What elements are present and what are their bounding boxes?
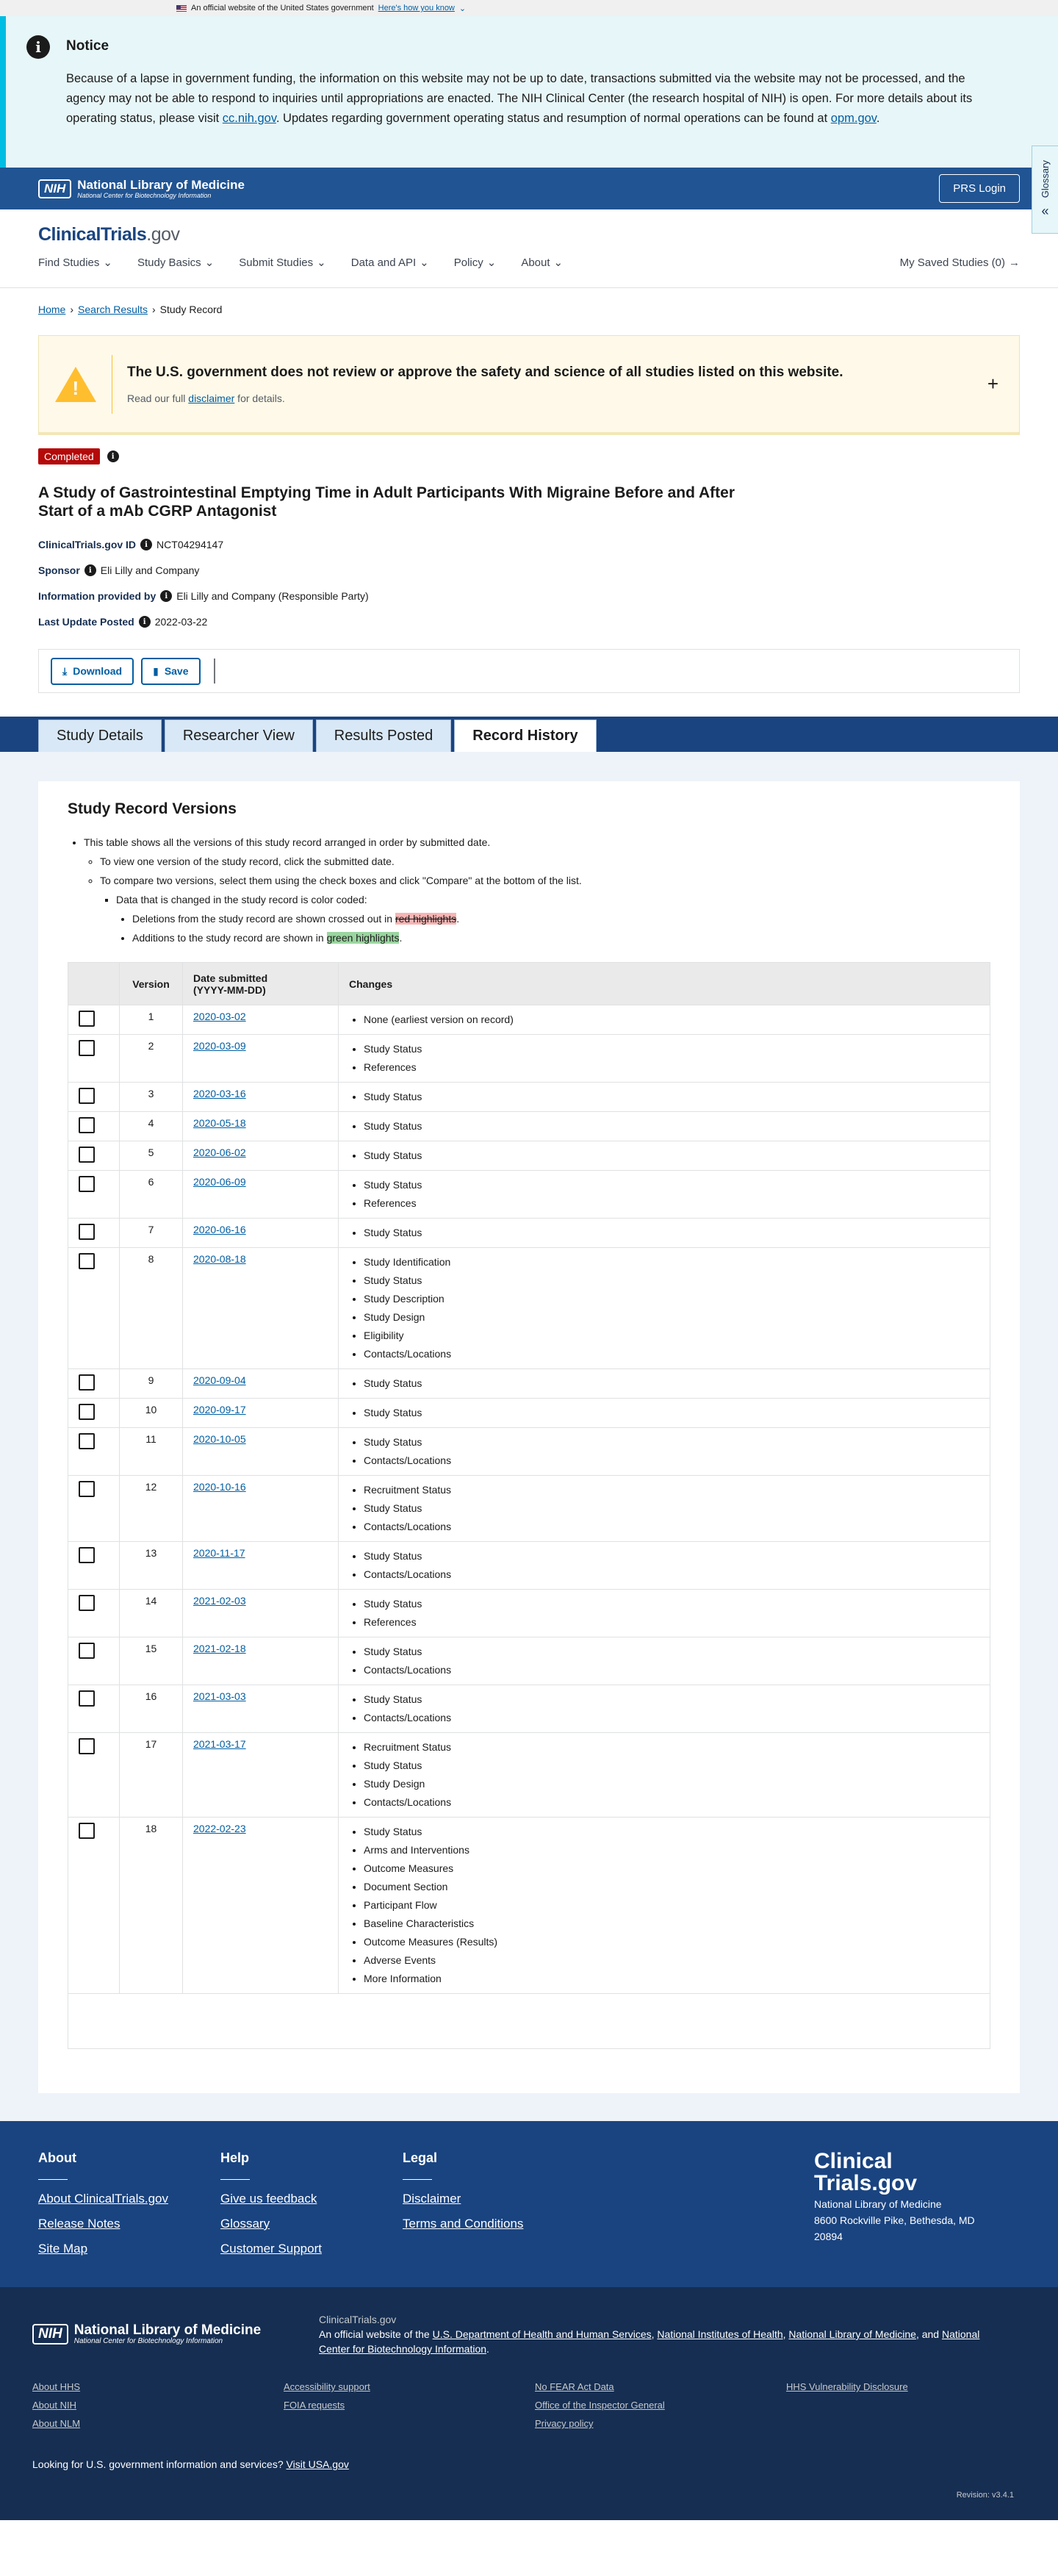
- change-item: • Study Status: [364, 1547, 979, 1565]
- version-checkbox[interactable]: [79, 1011, 95, 1027]
- table-row: [68, 1369, 990, 1399]
- version-date-link[interactable]: 2020-11-17: [193, 1547, 245, 1559]
- change-item: • Recruitment Status: [364, 1481, 979, 1499]
- changes-list: [349, 1253, 979, 1363]
- breadcrumb-home[interactable]: Home: [38, 304, 66, 315]
- footer-link[interactable]: FOIA requests: [284, 2400, 345, 2411]
- sponsor-label: Sponsor: [38, 564, 80, 576]
- change-item: • Contacts/Locations: [364, 1793, 979, 1812]
- version-number: 16: [120, 1685, 183, 1733]
- footer-help-title: Help: [220, 2150, 250, 2165]
- record-history-card: [38, 781, 1020, 2093]
- col-changes: Changes: [339, 963, 990, 1005]
- nav-policy[interactable]: Policy ⌄: [453, 256, 497, 269]
- chevron-down-icon: ⌄: [103, 256, 112, 269]
- last-update-value: 2022-03-22: [154, 616, 208, 628]
- table-row: [68, 1428, 990, 1476]
- change-item: • References: [364, 1613, 979, 1632]
- table-row: [68, 1399, 990, 1428]
- footer-legal: [403, 2150, 585, 2258]
- legend-item: ◦ To compare two versions, select them using the check boxes and click "Compare" at the bottom of the list.: [100, 871, 990, 890]
- download-icon: ⤓: [62, 664, 68, 677]
- info-icon[interactable]: i: [107, 451, 119, 462]
- opm-link[interactable]: opm.gov: [830, 112, 877, 125]
- ncbi-link[interactable]: National Center for Biotechnology Information: [319, 2328, 980, 2355]
- changes-list: [349, 1176, 979, 1213]
- revision-label: Revision: v3.4.1: [956, 2491, 1014, 2500]
- change-item: • None (earliest version on record): [364, 1011, 979, 1029]
- footer-about: [38, 2150, 220, 2258]
- changes-list: [349, 1595, 979, 1632]
- nav-about[interactable]: About ⌄: [521, 256, 564, 269]
- info-provided-label: Information provided by: [38, 590, 156, 602]
- sponsor-value: Eli Lilly and Company: [100, 564, 200, 576]
- change-item: • Study Description: [364, 1290, 979, 1308]
- footer-brand: [814, 2150, 1020, 2258]
- change-item: • Study Design: [364, 1308, 979, 1327]
- footer-link[interactable]: Site Map: [38, 2242, 88, 2256]
- nih-badge: NIH: [38, 179, 71, 198]
- tab-results-posted[interactable]: Results Posted: [316, 720, 452, 752]
- footer-top: [0, 2121, 1058, 2287]
- version-date-link[interactable]: 2020-06-16: [193, 1224, 246, 1235]
- version-number: 15: [120, 1637, 183, 1685]
- arrow-right-icon: →: [1009, 256, 1020, 269]
- change-item: • References: [364, 1058, 979, 1077]
- footer-link[interactable]: Terms and Conditions: [403, 2217, 524, 2231]
- version-date-link[interactable]: 2021-02-03: [193, 1595, 246, 1607]
- change-item: • Study Identification: [364, 1253, 979, 1271]
- footer-link[interactable]: HHS Vulnerability Disclosure: [786, 2381, 908, 2392]
- changes-list: [349, 1643, 979, 1679]
- change-item: • Recruitment Status: [364, 1738, 979, 1757]
- version-checkbox[interactable]: [79, 1481, 95, 1497]
- chevron-down-icon: ⌄: [317, 256, 326, 269]
- usa-gov-line: Looking for U.S. government information and services? Visit USA.gov: [32, 2458, 349, 2470]
- chevron-down-icon: ⌄: [486, 256, 497, 269]
- download-button[interactable]: ⤓ Download: [51, 658, 134, 685]
- info-icon[interactable]: i: [139, 616, 151, 628]
- glossary-tab[interactable]: [1032, 146, 1058, 234]
- chevron-down-icon: ⌄: [204, 256, 215, 269]
- breadcrumb-current: Study Record: [159, 304, 223, 315]
- version-date-link[interactable]: 2020-09-04: [193, 1374, 246, 1386]
- version-date-link[interactable]: 2022-02-23: [193, 1823, 246, 1834]
- changes-list: [349, 1088, 979, 1106]
- chevron-down-icon: ⌄: [553, 256, 564, 269]
- version-date-link[interactable]: 2020-08-18: [193, 1253, 246, 1265]
- change-item: • Eligibility: [364, 1327, 979, 1345]
- version-checkbox[interactable]: [79, 1823, 95, 1839]
- disclaimer-alert: [38, 335, 1020, 435]
- change-item: • Adverse Events: [364, 1951, 979, 1970]
- version-number: 17: [120, 1733, 183, 1818]
- version-checkbox[interactable]: [79, 1117, 95, 1133]
- footer-link[interactable]: No FEAR Act Data: [535, 2381, 614, 2392]
- footer-link[interactable]: About NIH: [32, 2400, 76, 2411]
- footer-link[interactable]: Customer Support: [220, 2242, 322, 2256]
- site-logo[interactable]: ClinicalTrials.gov: [38, 224, 180, 245]
- version-number: 3: [120, 1083, 183, 1112]
- chevron-right-icon: ›: [70, 304, 74, 315]
- version-date-link[interactable]: 2020-03-09: [193, 1040, 246, 1052]
- version-checkbox[interactable]: [79, 1595, 95, 1611]
- nlm-name: National Library of Medicine: [73, 2322, 262, 2338]
- glossary-label: Glossary: [1040, 159, 1051, 198]
- version-date-link[interactable]: 2021-03-17: [193, 1738, 246, 1750]
- change-item: • Contacts/Locations: [364, 1518, 979, 1536]
- nih-link[interactable]: National Institutes of Health: [657, 2328, 783, 2340]
- footer-address: National Library of Medicine: [814, 2198, 942, 2210]
- nlm-logo[interactable]: [38, 179, 245, 199]
- version-date-link[interactable]: 2020-05-18: [193, 1117, 246, 1129]
- nct-id-label: ClinicalTrials.gov ID: [38, 539, 137, 550]
- version-date-link[interactable]: 2021-03-03: [193, 1690, 246, 1702]
- version-number: 18: [120, 1818, 183, 1994]
- footer-link[interactable]: About ClinicalTrials.gov: [38, 2192, 168, 2206]
- study-tabs: [0, 717, 1058, 752]
- chevron-right-icon: ›: [151, 304, 156, 315]
- version-number: 6: [120, 1171, 183, 1219]
- nav-find-studies[interactable]: Find Studies ⌄: [38, 256, 112, 269]
- footer-link[interactable]: Office of the Inspector General: [535, 2400, 665, 2411]
- change-item: • More Information: [364, 1970, 979, 1988]
- table-row: [68, 1141, 990, 1171]
- gov-banner-text: An official website of the United States government: [191, 4, 374, 12]
- version-date-link[interactable]: 2020-06-02: [193, 1147, 246, 1158]
- changes-list: [349, 1404, 979, 1422]
- usa-gov-link[interactable]: Visit USA.gov: [286, 2458, 349, 2470]
- nav-data-and-api[interactable]: Data and API ⌄: [350, 256, 429, 269]
- nct-id-value: NCT04294147: [156, 539, 224, 550]
- table-row: [68, 1035, 990, 1083]
- table-row: [68, 1476, 990, 1542]
- table-row: [68, 1005, 990, 1035]
- version-checkbox[interactable]: [79, 1547, 95, 1563]
- footer-official: ClinicalTrials.gov An official website of the U.S. Department of Health and Human Services, National Institutes of Health, National Library of Medicine, and National Center for Biotechnology Information.: [319, 2312, 995, 2356]
- change-item: • Study Status: [364, 1643, 979, 1661]
- footer-brand-line: Trials.gov: [814, 2171, 918, 2195]
- change-item: • Study Status: [364, 1433, 979, 1452]
- table-footer-row: [68, 1994, 990, 2049]
- ncbi-name: National Center for Biotechnology Information: [77, 191, 212, 199]
- legend-item: ▪ Data that is changed in the study record is color coded:: [116, 890, 990, 909]
- footer-address: 8600 Rockville Pike, Bethesda, MD: [814, 2214, 975, 2226]
- table-row: [68, 1590, 990, 1637]
- version-number: 14: [120, 1590, 183, 1637]
- version-checkbox[interactable]: [79, 1253, 95, 1269]
- versions-table: [68, 962, 990, 2049]
- changes-list: [349, 1011, 979, 1029]
- footer-brand-line: Clinical: [814, 2149, 893, 2173]
- footer-link[interactable]: Disclaimer: [403, 2192, 461, 2206]
- col-date: Date submitted (YYYY-MM-DD): [183, 963, 339, 1005]
- change-item: • Baseline Characteristics: [364, 1915, 979, 1933]
- gov-banner: [0, 0, 1058, 16]
- change-item: • Study Status: [364, 1040, 979, 1058]
- nih-header: [0, 168, 1058, 209]
- footer-link[interactable]: About HHS: [32, 2381, 81, 2392]
- change-item: • Study Status: [364, 1499, 979, 1518]
- changes-list: [349, 1117, 979, 1135]
- status-badge: Completed: [38, 448, 100, 464]
- changes-list: [349, 1224, 979, 1242]
- change-item: • References: [364, 1194, 979, 1213]
- version-date-link[interactable]: 2021-02-18: [193, 1643, 246, 1654]
- table-row: [68, 1818, 990, 1994]
- table-row: [68, 1171, 990, 1219]
- disclaimer-body: Read our full disclaimer for details.: [127, 392, 285, 404]
- version-checkbox[interactable]: [79, 1404, 95, 1420]
- notice-title: Notice: [66, 38, 109, 54]
- changes-list: [349, 1481, 979, 1536]
- table-row: [68, 1248, 990, 1369]
- change-item: • Document Section: [364, 1878, 979, 1896]
- changes-list: [349, 1690, 979, 1727]
- footer-link[interactable]: About NLM: [32, 2418, 81, 2429]
- site-header: [0, 209, 1058, 288]
- change-item: • Arms and Interventions: [364, 1841, 979, 1859]
- changes-list: [349, 1547, 979, 1584]
- footer-link[interactable]: Release Notes: [38, 2217, 120, 2231]
- change-item: • Outcome Measures (Results): [364, 1933, 979, 1951]
- version-checkbox[interactable]: [79, 1147, 95, 1163]
- last-update-label: Last Update Posted: [38, 616, 134, 628]
- legend-item: ◦ To view one version of the study record, click the submitted date.: [100, 852, 990, 871]
- expand-plus-icon[interactable]: +: [987, 373, 998, 395]
- prs-login-button[interactable]: PRS Login: [939, 174, 1020, 203]
- table-row: [68, 1112, 990, 1141]
- divider: [214, 659, 215, 684]
- version-number: 1: [120, 1005, 183, 1035]
- disclaimer-link[interactable]: disclaimer: [188, 392, 235, 404]
- info-icon[interactable]: i: [160, 590, 172, 602]
- change-item: • Study Status: [364, 1404, 979, 1422]
- change-item: • Study Status: [364, 1117, 979, 1135]
- ncbi-name: National Center for Biotechnology Information: [73, 2336, 223, 2345]
- table-row: [68, 1542, 990, 1590]
- changes-list: [349, 1738, 979, 1812]
- info-icon: i: [26, 35, 50, 59]
- bookmark-icon: ▮: [153, 664, 159, 677]
- change-item: • Contacts/Locations: [364, 1709, 979, 1727]
- info-provided-value: Eli Lilly and Company (Responsible Party): [176, 590, 369, 602]
- version-checkbox[interactable]: [79, 1643, 95, 1659]
- version-number: 9: [120, 1369, 183, 1399]
- chevron-down-icon: ⌄: [420, 256, 429, 269]
- change-item: • Study Status: [364, 1088, 979, 1106]
- footer-about-title: About: [38, 2150, 76, 2165]
- actions-bar: [38, 649, 1020, 693]
- nav-submit-studies[interactable]: Submit Studies ⌄: [239, 256, 326, 269]
- legend-item: • This table shows all the versions of this study record arranged in order by submitted date.: [84, 833, 990, 852]
- version-number: 8: [120, 1248, 183, 1369]
- version-number: 10: [120, 1399, 183, 1428]
- change-item: • Study Status: [364, 1224, 979, 1242]
- change-item: • Study Status: [364, 1690, 979, 1709]
- version-checkbox[interactable]: [79, 1433, 95, 1449]
- footer-address: 20894: [814, 2231, 843, 2242]
- version-number: 2: [120, 1035, 183, 1083]
- change-item: • Contacts/Locations: [364, 1661, 979, 1679]
- footer-links-grid: [32, 2381, 1026, 2429]
- change-item: • Contacts/Locations: [364, 1565, 979, 1584]
- versions-title: Study Record Versions: [68, 800, 237, 817]
- change-item: • Study Status: [364, 1147, 979, 1165]
- nih-badge: NIH: [32, 2324, 68, 2344]
- footer-site-name: ClinicalTrials.gov: [319, 2314, 397, 2325]
- info-icon[interactable]: i: [84, 564, 96, 576]
- footer-link[interactable]: Accessibility support: [284, 2381, 370, 2392]
- version-number: 13: [120, 1542, 183, 1590]
- changes-list: [349, 1147, 979, 1165]
- col-version: Version: [120, 963, 183, 1005]
- nav-study-basics[interactable]: Study Basics ⌄: [137, 256, 215, 269]
- change-item: • Participant Flow: [364, 1896, 979, 1915]
- changes-list: [349, 1433, 979, 1470]
- version-checkbox[interactable]: [79, 1738, 95, 1754]
- version-date-link[interactable]: 2020-10-16: [193, 1481, 246, 1493]
- notice-banner: [0, 16, 1058, 168]
- heres-how-you-know-link[interactable]: Here's how you know: [378, 4, 455, 12]
- version-checkbox[interactable]: [79, 1374, 95, 1391]
- version-number: 11: [120, 1428, 183, 1476]
- study-meta: [0, 520, 1058, 628]
- version-date-link[interactable]: 2020-06-09: [193, 1176, 246, 1188]
- change-item: • Study Status: [364, 1271, 979, 1290]
- version-date-link[interactable]: 2020-03-02: [193, 1011, 246, 1022]
- version-checkbox[interactable]: [79, 1088, 95, 1104]
- versions-legend: [68, 833, 990, 947]
- changes-list: [349, 1374, 979, 1393]
- footer-help: [220, 2150, 403, 2258]
- table-row: [68, 1219, 990, 1248]
- breadcrumb-search-results[interactable]: Search Results: [78, 304, 148, 315]
- footer-link[interactable]: Give us feedback: [220, 2192, 317, 2206]
- nlm-link[interactable]: National Library of Medicine: [788, 2328, 916, 2340]
- footer-link[interactable]: Privacy policy: [535, 2418, 594, 2429]
- change-item: • Outcome Measures: [364, 1859, 979, 1878]
- version-number: 12: [120, 1476, 183, 1542]
- change-item: • Study Design: [364, 1775, 979, 1793]
- version-checkbox[interactable]: [79, 1224, 95, 1240]
- hhs-link[interactable]: U.S. Department of Health and Human Services: [432, 2328, 652, 2340]
- study-title: A Study of Gastrointestinal Emptying Time in Adult Participants With Migraine Before and After Start of a mAb CGRP Antagonist: [38, 484, 735, 520]
- footer-link[interactable]: Glossary: [220, 2217, 270, 2231]
- version-number: 5: [120, 1141, 183, 1171]
- version-checkbox[interactable]: [79, 1176, 95, 1192]
- version-checkbox[interactable]: [79, 1690, 95, 1707]
- version-date-link[interactable]: 2020-10-05: [193, 1433, 246, 1445]
- legend-deletions: • Deletions from the study record are shown crossed out in red highlights.: [132, 909, 990, 928]
- footer-legal-title: Legal: [403, 2150, 438, 2165]
- changes-list: [349, 1040, 979, 1077]
- nav-my-saved-studies[interactable]: My Saved Studies (0) →: [899, 256, 1020, 269]
- double-chevron-left-icon: «: [1041, 204, 1049, 219]
- tab-record-history[interactable]: Record History: [454, 720, 596, 752]
- change-item: • Study Status: [364, 1374, 979, 1393]
- change-item: • Contacts/Locations: [364, 1345, 979, 1363]
- main-nav: [38, 256, 1020, 269]
- tab-study-details[interactable]: Study Details: [38, 720, 162, 752]
- footer-nlm-logo[interactable]: [32, 2312, 275, 2356]
- change-item: • Study Status: [364, 1176, 979, 1194]
- changes-list: [349, 1823, 979, 1988]
- notice-body: Because of a lapse in government funding, the information on this website may not be up to date, transactions submitted via the website may not be processed, and the agency may not be able to respond to inquiries until appropriations are enacted. The NIH Clinical Center (the research hospital of NIH) is open. For more details about its operating status, please visit cc.nih.gov. Updates regarding government operating status and resumption of normal operations can be found at opm.gov.: [66, 72, 973, 125]
- change-item: • Study Status: [364, 1595, 979, 1613]
- cc-nih-link[interactable]: cc.nih.gov: [222, 112, 276, 125]
- version-number: 4: [120, 1112, 183, 1141]
- breadcrumb: [0, 288, 1058, 331]
- version-date-link[interactable]: 2020-03-16: [193, 1088, 246, 1099]
- us-flag-icon: [176, 5, 187, 12]
- legend-additions: • Additions to the study record are shown in green highlights.: [132, 928, 990, 947]
- table-header: [68, 963, 990, 1005]
- version-date-link[interactable]: 2020-09-17: [193, 1404, 246, 1416]
- table-row: [68, 1685, 990, 1733]
- table-row: [68, 1637, 990, 1685]
- version-number: 7: [120, 1219, 183, 1248]
- warning-icon: !: [39, 355, 112, 414]
- table-row: [68, 1733, 990, 1818]
- change-item: • Contacts/Locations: [364, 1452, 979, 1470]
- nlm-name: National Library of Medicine: [77, 177, 245, 192]
- version-checkbox[interactable]: [79, 1040, 95, 1056]
- chevron-down-icon: ⌄: [458, 4, 467, 13]
- info-icon[interactable]: i: [140, 539, 152, 550]
- change-item: • Study Status: [364, 1757, 979, 1775]
- save-button[interactable]: ▮ Save: [141, 658, 200, 685]
- change-item: • Study Status: [364, 1823, 979, 1841]
- table-row: [68, 1083, 990, 1112]
- tab-researcher-view[interactable]: Researcher View: [165, 720, 313, 752]
- footer-bottom: [0, 2287, 1058, 2520]
- disclaimer-title: The U.S. government does not review or approve the safety and science of all studies listed on this website.: [127, 364, 843, 380]
